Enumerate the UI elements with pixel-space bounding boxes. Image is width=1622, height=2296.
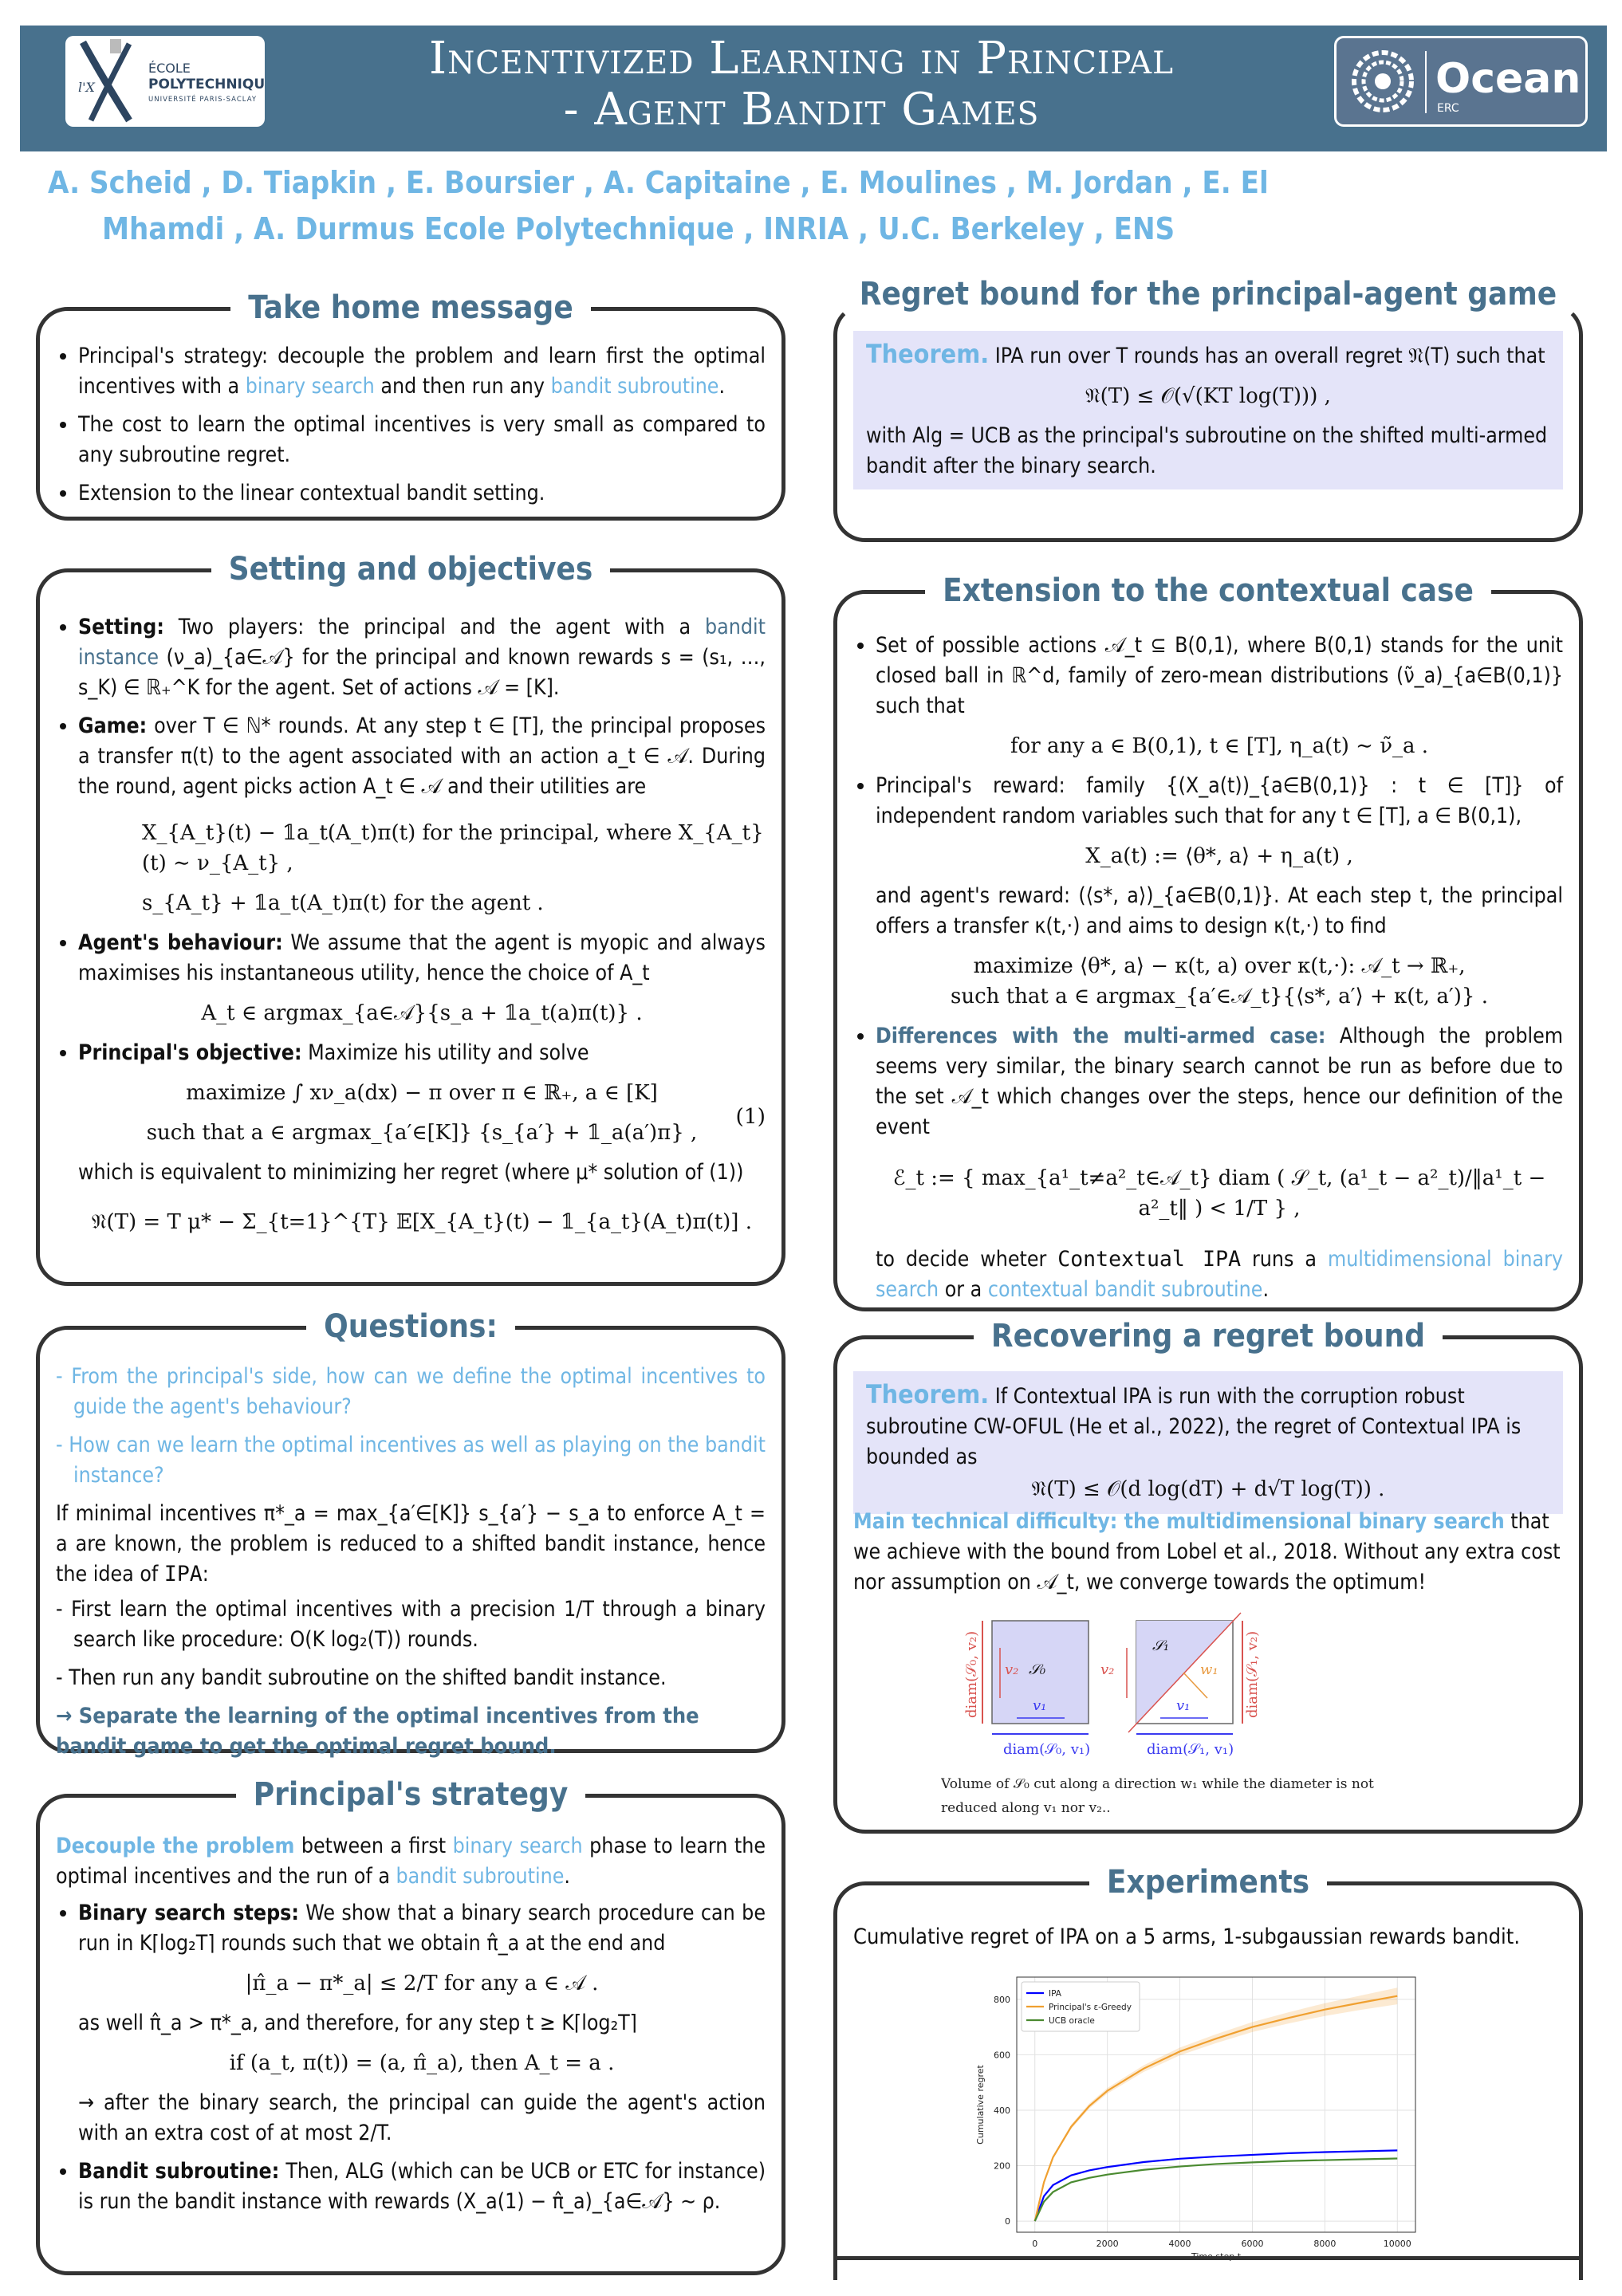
- box-bottom-border: [833, 2256, 1583, 2260]
- list-item: • Bandit subroutine: Then, ALG (which can be UCB or ETC for instance) is run the bandit instance with rewards (X_a(1) − π̂_a)_{a∈𝒜} ∼ ρ.: [78, 2156, 766, 2217]
- experiments-box: [833, 1864, 1583, 2280]
- recovering-box: Recovering a regret bound Theorem. If Contextual IPA is run with the corruption robust subroutine CW-OFUL (He et al., 2022), the regret of Contextual IPA is bounded as 𝔑(T) ≤ 𝒪(d log(dT) + d√T log(T)) . Main technical difficulty: the multidimensional binary search that we achieve with the bound from Lobel et al., 2018. Without any extra cost nor assumption on 𝒜_t, we converge towards the optimum! diam(𝒮₀, v₂) diam(𝒮₀, v₁) v₂ 𝒮₀ v₁ w₁ 𝒮₁ v₂ v₁ diam(𝒮₁, v₂) diam(𝒮₁, v₁) Volume of 𝒮₀ cut along a direction w₁ while the diameter is not reduced along v₁ nor v₂..: [833, 1335, 1583, 1834]
- poster-header: [20, 26, 1607, 151]
- svg-text:v₂: v₂: [1005, 1661, 1019, 1678]
- x-tick-label: 4000: [1168, 2239, 1191, 2249]
- legend-entry: UCB oracle: [1049, 2016, 1095, 2026]
- list-item: • Game: over T ∈ ℕ* rounds. At any step t ∈ [T], the principal proposes a transfer π(t) to the agent associated with an action a_t ∈ 𝒜. During the round, agent picks action A_t ∈ 𝒜 and their utilities are X_{A_t}(t) − 𝟙a_t(A_t)π(t) for the principal, where X_{A_t}(t) ∼ ν_{A_t} , s_{A_t} + 𝟙a_t(A_t)π(t) for the agent .: [78, 711, 766, 918]
- poster-title: Incentivized Learning in Principal - Agent Bandit Games: [429, 33, 1174, 136]
- diameter-figure: [941, 1606, 1435, 1798]
- equation-number: (1): [735, 1104, 766, 1129]
- svg-text:POLYTECHNIQUE: POLYTECHNIQUE: [148, 77, 265, 92]
- figure-caption: Volume of 𝒮₀ cut along a direction w₁ while the diameter is not: [941, 1776, 1374, 1792]
- flower-icon: [1354, 53, 1411, 110]
- lx-mark: l'X: [78, 80, 95, 95]
- svg-text:𝒮₁: 𝒮₁: [1152, 1637, 1170, 1654]
- x-tick-label: 0: [1032, 2239, 1038, 2249]
- svg-text:UNIVERSITÉ PARIS-SACLAY: UNIVERSITÉ PARIS-SACLAY: [148, 96, 258, 104]
- y-tick-label: 0: [1005, 2216, 1010, 2227]
- section-title: Recovering a regret bound: [974, 1318, 1443, 1354]
- svg-text:ERC: ERC: [1437, 102, 1459, 115]
- question-item: - From the principal's side, how can we define the optimal incentives to guide the agent's behaviour?: [56, 1362, 766, 1422]
- conclusion: → Separate the learning of the optimal incentives from the bandit game to get the optimal regret bound.: [56, 1704, 699, 1759]
- svg-text:diam(𝒮₀, v₂): diam(𝒮₀, v₂): [963, 1630, 980, 1718]
- contextual-box: [833, 572, 1583, 1311]
- svg-text:v₁: v₁: [1176, 1697, 1191, 1714]
- questions-box: Questions: - From the principal's side, how can we define the optimal incentives to guide the agent's behaviour? - How can we learn the optimal incentives as well as playing on the bandit instance? If minimal incentives π*_a = max_{a′∈[K]} s_{a′} − s_a to enforce A_t = a are known, the problem is reduced to a shifted bandit instance, hence the idea of IPA: - First learn the optimal incentives with a precision 1/T through a binary search like procedure: O(K log₂(T)) rounds. - Then run any bandit subroutine on the shifted bandit instance. → Separate the learning of the optimal incentives from the bandit game to get the optimal regret bound.: [36, 1326, 785, 1753]
- section-title: Regret bound for the principal-agent game: [842, 276, 1574, 313]
- author-list: A. Scheid , D. Tiapkin , E. Boursier , A. Capitaine , E. Moulines , M. Jordan , E. El Mhamdi , A. Durmus Ecole Polytechnique , INRIA , U.C. Berkeley , ENS: [48, 165, 1269, 246]
- svg-text:diam(𝒮₀, v₁): diam(𝒮₀, v₁): [1003, 1741, 1091, 1758]
- step-item: - Then run any bandit subroutine on the shifted bandit instance.: [56, 1663, 766, 1693]
- section-title: Setting and objectives: [211, 551, 611, 588]
- section-title: Extension to the contextual case: [925, 572, 1491, 609]
- ocean-wordmark: Ocean: [1435, 55, 1581, 103]
- strategy-box: Principal's strategy Decouple the problem between a first binary search phase to learn the optimal incentives and the run of a bandit subroutine. • Binary search steps: We show that a binary search procedure can be run in K⌈log₂T⌉ rounds such that we obtain π̂_a at the end and |π̂_a − π*_a| ≤ 2/T for any a ∈ 𝒜 . as well π̂_a > π*_a, and therefore, for any step t ≥ K⌈log₂T⌉ if (a_t, π(t)) = (a, π̂_a), then A_t = a . → after the binary search, the principal can guide the agent's action with an extra cost of at most 2/T. • Bandit subroutine: Then, ALG (which can be UCB or ETC for instance) is run the bandit instance with rewards (X_a(1) − π̂_a)_{a∈𝒜} ∼ ρ.: [36, 1794, 785, 2275]
- x-tick-label: 2000: [1096, 2239, 1119, 2249]
- step-item: - First learn the optimal incentives with a precision 1/T through a binary search like procedure: O(K log₂(T)) rounds.: [56, 1594, 766, 1655]
- svg-text:𝒮₀: 𝒮₀: [1029, 1661, 1046, 1678]
- regret-bound-box: [833, 276, 1583, 542]
- list-item: • Principal's objective: Maximize his utility and solve maximize ∫ xν_a(dx) − π over π ∈ ℝ₊, a ∈ [K] such that a ∈ argmax_{a′∈[K]} {s_{a′} + 𝟙_a(a′)π} , (1) which is equivalent to minimizing her regret (where μ* solution of (1)) 𝔑(T) = T μ* − Σ_{t=1}^{T} 𝔼[X_{A_t}(t) − 𝟙_{a_t}(A_t)π(t)] .: [78, 1038, 766, 1237]
- y-tick-label: 400: [994, 2105, 1010, 2116]
- question-item: - How can we learn the optimal incentives as well as playing on the bandit instance?: [56, 1430, 766, 1491]
- y-tick-label: 800: [994, 1994, 1010, 2005]
- list-item: • Agent's behaviour: We assume that the agent is myopic and always maximises his instantaneous utility, hence the choice of A_t A_t ∈ argmax_{a∈𝒜}{s_a + 𝟙a_t(a)π(t)} .: [78, 928, 766, 1028]
- list-item: • Setting: Two players: the principal and the agent with a bandit instance (ν_a)_{a∈𝒜} for the principal and known rewards s = (s₁, …, s_K) ∈ ℝ₊^K for the agent. Set of actions 𝒜 = [K].: [78, 612, 766, 703]
- theorem-block: Theorem. IPA run over T rounds has an overall regret 𝔑(T) such that 𝔑(T) ≤ 𝒪(√(KT log(T))) , with Alg = UCB as the principal's subroutine on the shifted multi-armed bandit after the binary search.: [853, 331, 1563, 489]
- list-item: • Extension to the linear contextual bandit setting.: [78, 478, 766, 509]
- theorem-block: Theorem. If Contextual IPA is run with the corruption robust subroutine CW-OFUL (He et al., 2022), the regret of Contextual IPA is bounded as 𝔑(T) ≤ 𝒪(d log(dT) + d√T log(T)) .: [853, 1371, 1563, 1514]
- y-tick-label: 600: [994, 2050, 1010, 2061]
- legend-entry: IPA: [1049, 1989, 1061, 1999]
- x-tick-label: 10000: [1383, 2239, 1411, 2249]
- section-title: Experiments: [1089, 1864, 1327, 1901]
- x-tick-label: 6000: [1241, 2239, 1264, 2249]
- list-item: • Differences with the multi-armed case: Although the problem seems very similar, the binary search cannot be run as before due to the set 𝒜_t which changes over the steps, hence our definition of the event ℰ_t := { max_{a¹_t≠a²_t∈𝒜_t} diam ( 𝒮_t, (a¹_t − a²_t)/‖a¹_t − a²_t‖ ) < 1/T } , to decide wheter Contextual IPA runs a multidimensional binary search or a contextual bandit subroutine.: [876, 1021, 1563, 1305]
- svg-text:ÉCOLE: ÉCOLE: [148, 61, 191, 76]
- list-item: • Set of possible actions 𝒜_t ⊆ B(0,1), where B(0,1) stands for the unit closed ball in ℝ^d, family of zero-mean distributions (ν̃_a)_{a∈B(0,1)} such that for any a ∈ B(0,1), t ∈ [T], η_a(t) ∼ ν̃_a .: [876, 631, 1563, 761]
- x-logo-icon: [65, 36, 265, 127]
- svg-text:diam(𝒮₁, v₁): diam(𝒮₁, v₁): [1147, 1741, 1234, 1758]
- regret-chart: [965, 1965, 1443, 2268]
- section-title: Questions:: [306, 1308, 515, 1345]
- experiments-caption: Cumulative regret of IPA on a 5 arms, 1-subgaussian rewards bandit.: [853, 1924, 1521, 1949]
- list-item: • Binary search steps: We show that a binary search procedure can be run in K⌈log₂T⌉ rounds such that we obtain π̂_a at the end and |π̂_a − π*_a| ≤ 2/T for any a ∈ 𝒜 . as well π̂_a > π*_a, and therefore, for any step t ≥ K⌈log₂T⌉ if (a_t, π(t)) = (a, π̂_a), then A_t = a . → after the binary search, the principal can guide the agent's action with an extra cost of at most 2/T.: [78, 1898, 766, 2149]
- take-home-box: [36, 289, 785, 521]
- svg-text:w₁: w₁: [1200, 1661, 1218, 1678]
- svg-text:diam(𝒮₁, v₂): diam(𝒮₁, v₂): [1244, 1630, 1261, 1718]
- ocean-erc-logo: [1334, 36, 1588, 127]
- section-title: Take home message: [230, 289, 590, 326]
- series-line-2: [1035, 2158, 1398, 2221]
- list-item: • Principal's strategy: decouple the problem and learn first the optimal incentives with a binary search and then run any bandit subroutine.: [78, 341, 766, 402]
- x-tick-label: 8000: [1313, 2239, 1337, 2249]
- y-tick-label: 200: [994, 2160, 1010, 2172]
- setting-box: [36, 551, 785, 1286]
- figure-caption-2: reduced along v₁ nor v₂..: [941, 1800, 1111, 1816]
- series-line-0: [1035, 2150, 1398, 2221]
- legend-entry: Principal's ε-Greedy: [1049, 2003, 1132, 2012]
- list-item: • The cost to learn the optimal incentives is very small as compared to any subroutine regret.: [78, 410, 766, 470]
- svg-text:v₂: v₂: [1100, 1661, 1115, 1678]
- svg-text:v₁: v₁: [1033, 1697, 1047, 1714]
- list-item: • Principal's reward: family {(X_a(t))_{a∈B(0,1)} : t ∈ [T]} of independent random variables such that for any t ∈ [T], a ∈ B(0,1), X_a(t) := ⟨θ*, a⟩ + η_a(t) , and agent's reward: (⟨s*, a⟩)_{a∈B(0,1)}. At each step t, the principal offers a transfer κ(t,·) and aims to design κ(t,·) to find maximize ⟨θ*, a⟩ − κ(t, a) over κ(t,·): 𝒜_t → ℝ₊, such that a ∈ argmax_{a′∈𝒜_t}{⟨s*, a′⟩ + κ(t, a′)} .: [876, 771, 1563, 1012]
- section-title: Principal's strategy: [236, 1776, 586, 1813]
- ecole-polytechnique-logo: [65, 36, 265, 127]
- y-axis-label: Cumulative regret: [975, 2065, 986, 2145]
